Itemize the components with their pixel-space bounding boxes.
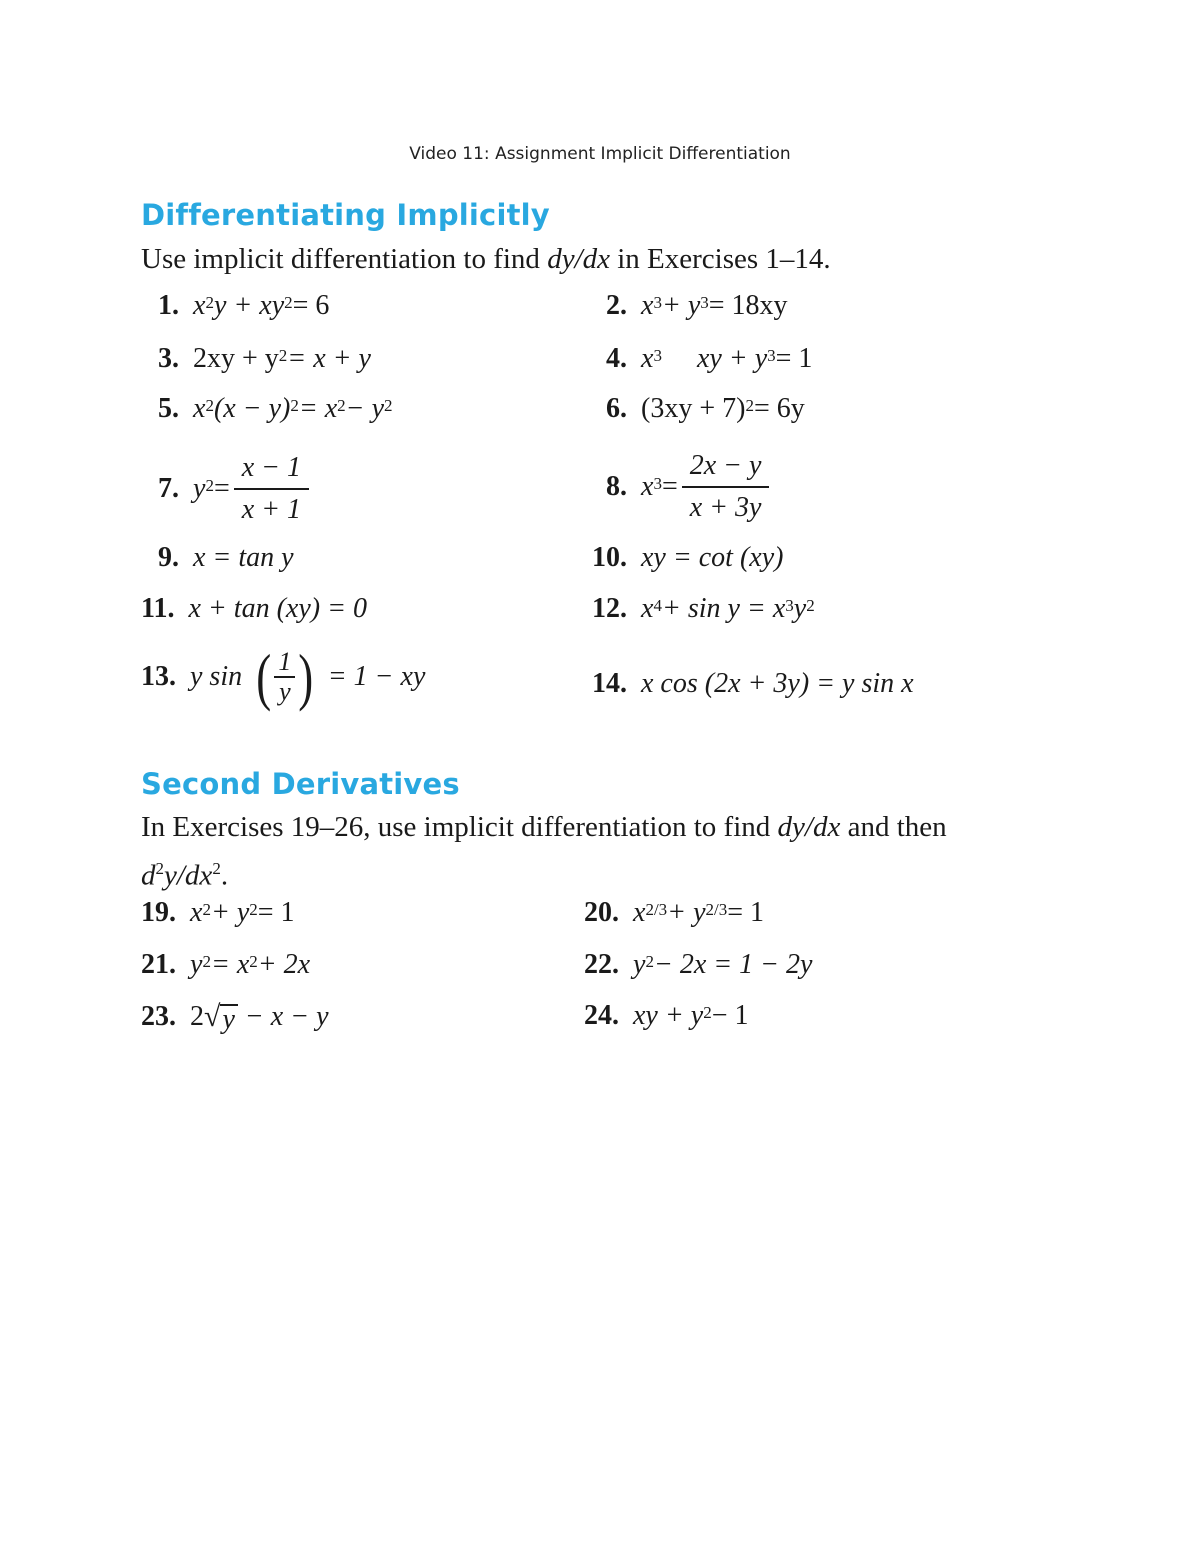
- exercise-11: 11. x + tan (xy) = 0: [141, 593, 367, 624]
- exercise-2: 2. x $^3$ + y $^3$ = 18xy: [606, 290, 788, 321]
- exercise-24: 24. xy + y $^2$ − 1: [584, 1000, 749, 1031]
- exercise-5: 5. x $^2$ (x − y) $^2$ = x $^2$ − y $^2$: [158, 393, 393, 424]
- fraction: $\frac{2x - y}{x + 3y}$: [682, 448, 770, 526]
- section1-instructions: Use implicit differentiation to find dy/dx in Exercises 1–14.: [141, 243, 831, 275]
- exercise-6: 6. (3xy + 7) $^2$ = 6y: [606, 393, 805, 424]
- exercise-12: 12. x $^4$ + sin y = x $^3$ y $^2$: [592, 593, 815, 624]
- exercise-4: 4. x $^3$ xy + y $^3$ = 1: [606, 343, 813, 374]
- exercise-10: 10. xy = cot (xy): [592, 542, 784, 573]
- exercise-7: 7. y $^2$ = $\frac{x - 1}{x + 1}$: [158, 450, 313, 528]
- exercise-19: 19. x $^2$ + y $^2$ = 1: [141, 897, 295, 928]
- exercise-14: 14. x cos (2x + 3y) = y sin x: [592, 668, 914, 699]
- section2-instructions: In Exercises 19–26, use implicit differentiation to find dy/dx and then $d^2y/dx^2$.: [141, 811, 947, 892]
- exercise-23: 23. 2 √ y − x − y: [141, 1000, 329, 1035]
- parenthesized-fraction: ( $\frac{1}{y}$ ): [256, 641, 314, 712]
- square-root: √ y: [204, 1000, 238, 1034]
- exercise-1: 1. x $^2$ y + xy $^2$ = 6: [158, 290, 330, 321]
- page-header: Video 11: Assignment Implicit Differentiation: [409, 144, 791, 164]
- exercise-13: 13. y sin ( $\frac{1}{y}$ ) = 1 − xy: [141, 641, 426, 712]
- exercise-9: 9. x = tan y: [158, 542, 294, 573]
- exercise-3: 3. 2xy + y $^2$ = x + y: [158, 343, 371, 374]
- exercise-8: 8. x $^3$ = $\frac{2x - y}{x + 3y}$: [606, 448, 773, 526]
- section-title-differentiating-implicitly: Differentiating Implicitly: [141, 198, 550, 232]
- exercise-22: 22. y $^2$ − 2x = 1 − 2y: [584, 949, 813, 980]
- exercise-20: 20. x $^{2/3}$ + y $^{2/3}$ = 1: [584, 897, 765, 928]
- section-title-second-derivatives: Second Derivatives: [141, 767, 460, 801]
- exercise-21: 21. y $^2$ = x $^2$ + 2x: [141, 949, 311, 980]
- fraction: $\frac{x - 1}{x + 1}$: [234, 450, 309, 528]
